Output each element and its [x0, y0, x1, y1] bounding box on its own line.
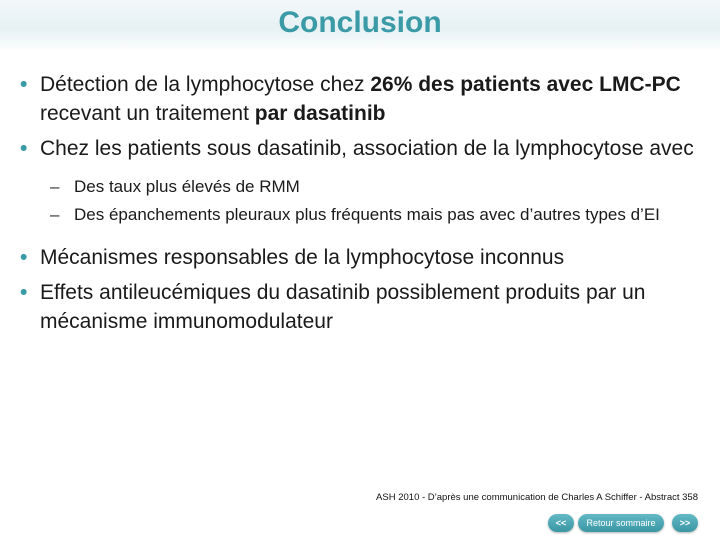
- bullet-1-text-a: Détection de la lymphocytose chez: [40, 73, 371, 96]
- slide-title: Conclusion: [278, 6, 442, 39]
- sub-bullet-1: [18, 175, 708, 199]
- bullet-marker: •: [20, 137, 28, 160]
- bullet-marker: •: [20, 281, 28, 304]
- sub-bullet-2: [18, 203, 708, 227]
- bullet-1-text-c: recevant un traitement: [40, 102, 255, 125]
- bullet-2-text: Chez les patients sous dasatinib, association de la lymphocytose avec: [40, 137, 694, 160]
- bullet-3-text: Mécanismes responsables de la lymphocytose inconnus: [40, 246, 565, 269]
- bullet-2: [18, 134, 708, 163]
- previous-slide-button[interactable]: <<: [548, 514, 574, 532]
- sub-bullet-2-text: Des épanchements pleuraux plus fréquents mais pas avec d’autres types d’EI: [74, 205, 660, 224]
- bullet-1-text-b: 26% des patients avec LMC-PC: [370, 73, 681, 96]
- bullet-4-text: Effets antileucémiques du dasatinib possiblement produits par un mécanisme immunomodulateur: [40, 281, 646, 333]
- sub-bullet-marker: –: [50, 205, 60, 224]
- sub-bullet-1-text: Des taux plus élevés de RMM: [74, 177, 300, 196]
- bullet-1-text-d: par dasatinib: [254, 102, 386, 125]
- bullet-3: [18, 243, 708, 272]
- back-to-summary-button[interactable]: Retour sommaire: [578, 514, 664, 532]
- bullet-1: [18, 70, 708, 128]
- bullet-marker: •: [20, 73, 28, 96]
- bullet-4: [18, 278, 708, 336]
- next-slide-button[interactable]: >>: [672, 514, 698, 532]
- bullet-marker: •: [20, 246, 28, 269]
- slide-content: [18, 70, 708, 342]
- footer-reference: ASH 2010 - D’après une communication de Charles A Schiffer - Abstract 358: [376, 492, 698, 503]
- sub-bullet-marker: –: [50, 177, 60, 196]
